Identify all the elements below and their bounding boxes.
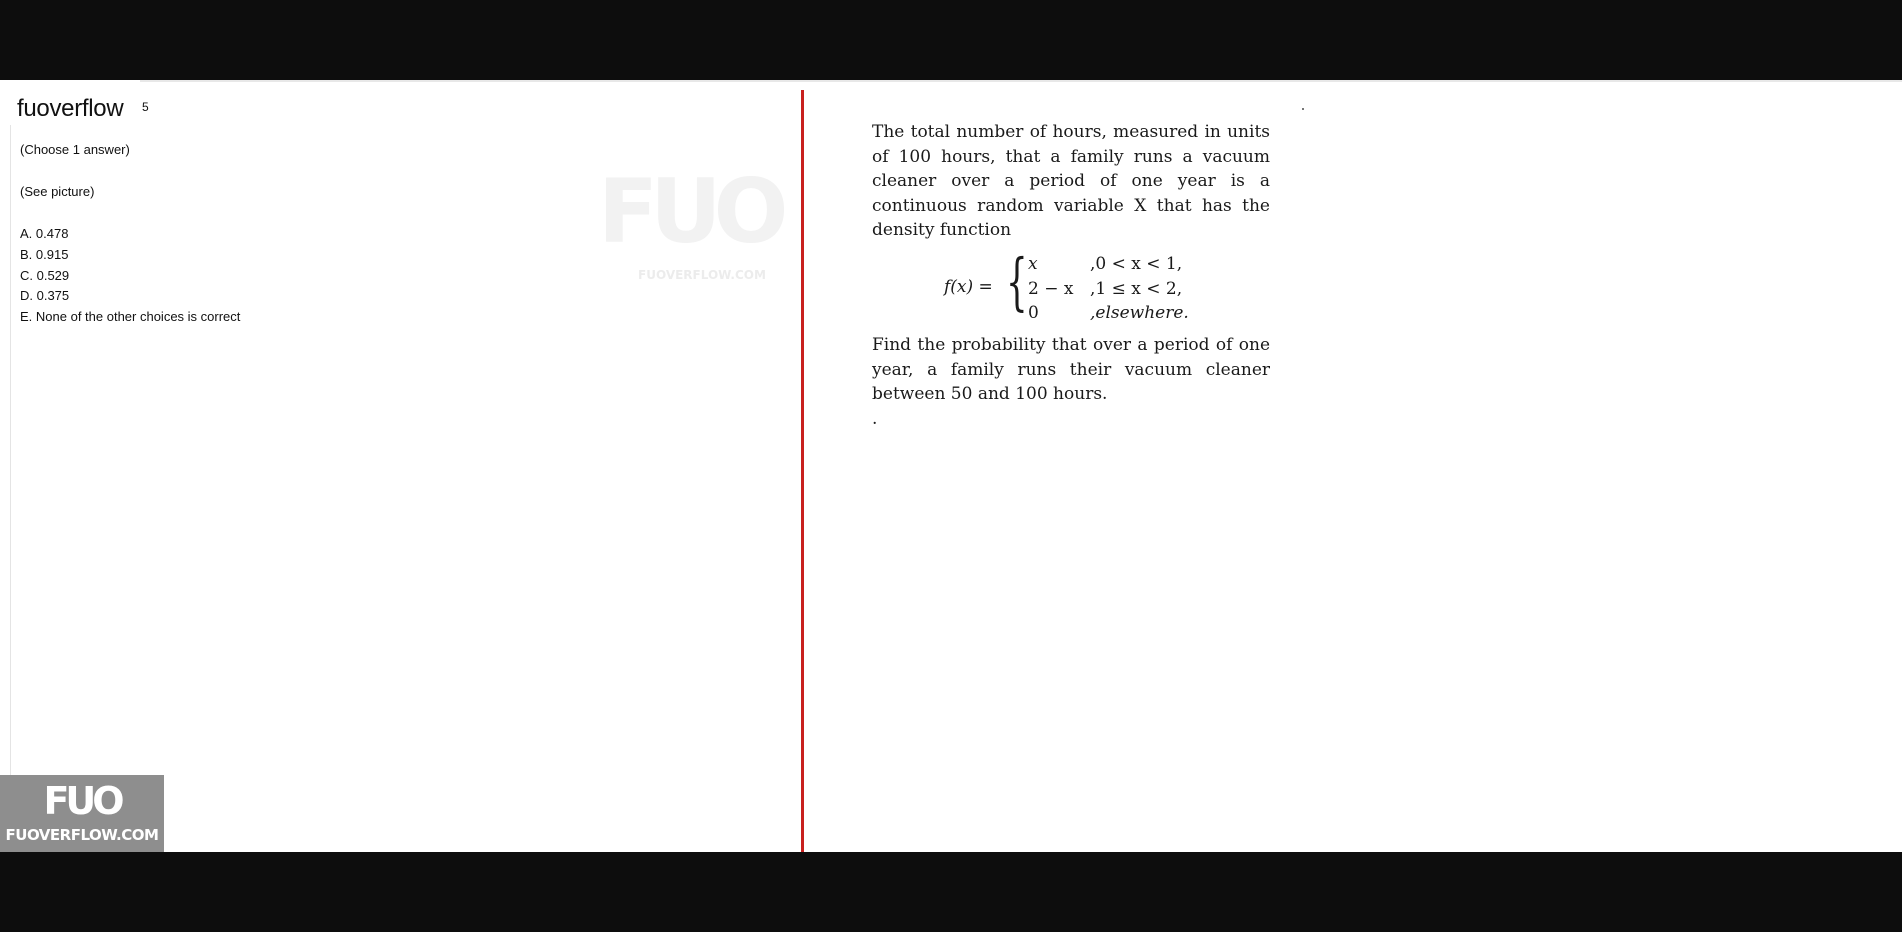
faint-watermark-mark: FUO — [598, 160, 781, 263]
question-panel — [0, 80, 801, 852]
choice-b[interactable]: B. 0.915 — [20, 246, 69, 262]
answer-choices — [20, 224, 240, 328]
case-cond: ,elsewhere. — [1090, 303, 1189, 324]
problem-intro: The total number of hours, measured in units of 100 hours, that a family runs a vacuum cleaner over a period of one year is a continuous random variable X that has the density function — [872, 122, 1270, 241]
choice-a[interactable]: A. 0.478 — [20, 226, 69, 241]
logo-mark: FUO — [43, 779, 121, 823]
bottom-frame — [0, 852, 1902, 932]
case-row — [1028, 277, 1201, 302]
case-row — [1028, 301, 1201, 326]
brace-glyph: { — [1006, 244, 1028, 318]
faint-watermark — [598, 160, 781, 288]
case-cond: ,0 < x < 1, — [1090, 253, 1183, 274]
case-row — [1028, 252, 1201, 277]
question-prompt: (See picture) — [20, 184, 95, 199]
problem-question: Find the probability that over a period of one year, a family runs their vacuum cleaner between 50 and 100 hours. — [872, 334, 1270, 405]
choice-e[interactable]: E. None of the other choices is correct — [20, 309, 241, 325]
function-name: f(x) = — [944, 276, 993, 297]
brand-title: fuoverflow — [17, 95, 124, 122]
case-expr: x — [1028, 253, 1038, 274]
case-expr: 0 — [1028, 303, 1039, 324]
formula-cases — [1028, 252, 1201, 326]
left-rule — [10, 125, 11, 852]
fuoverflow-logo[interactable] — [0, 775, 164, 852]
case-cond: ,1 ≤ x < 2, — [1090, 278, 1183, 299]
viewer — [0, 80, 1902, 852]
problem-picture — [872, 120, 1270, 431]
case-expr: 2 − x — [1028, 278, 1074, 299]
question-instruction: (Choose 1 answer) — [20, 142, 130, 157]
choice-c[interactable]: C. 0.529 — [20, 267, 70, 283]
question-number: 5 — [142, 100, 149, 114]
density-formula — [872, 244, 1270, 327]
stray-dot — [1302, 108, 1304, 110]
logo-text: FUOVERFLOW.COM — [5, 826, 159, 844]
trailing-dot: . — [872, 408, 878, 429]
faint-watermark-text: FUOVERFLOW.COM — [638, 268, 766, 282]
choice-d[interactable]: D. 0.375 — [20, 288, 70, 304]
